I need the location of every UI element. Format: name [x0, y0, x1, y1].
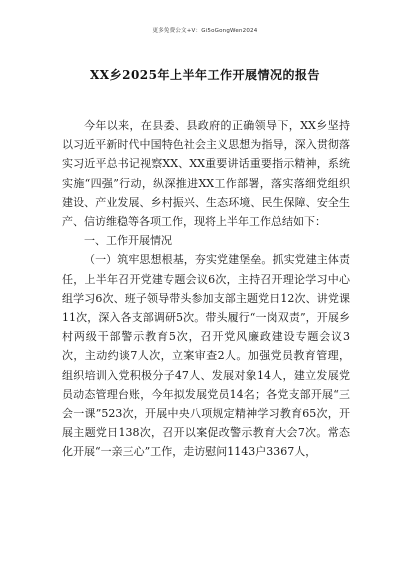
subsection-paragraph: （一）筑牢思想根基，夯实党建堡垒。抓实党建主体责任，上半年召开党建专题会议6次，主持召开理论学习中心组学习6次、班子领导带头参加支部主题党日12次、讲党课11次，深入各支部调研5次。带头履行“一岗双责”，开展乡村两级干部警示教育5次，召开党风廉政建设专题会议3次，主动约谈7人次，立案审查2人。加强党员教育管理，组织培训入党积极分子47人、发展对象14人，建立发展党员动态管理台账，今年拟发展党员14名；各党支部开展“三会一课”523次，开展中央八项规定精神学习教育65次，开展主题党日138次，召开以案促改警示教育大会7次。常态化开展“一亲三心”工作，走访慰问1143户3367人，	[62, 253, 350, 459]
header-note: 更多免费公文+V：Gi5oGongWen2024	[152, 28, 258, 34]
intro-paragraph: 今年以来，在县委、县政府的正确领导下，XX乡坚持以习近平新时代中国特色社会主义思想为指导，深入贯彻落实习近平总书记视察XX、XX重要讲话重要指示精神，系统实施“四强”行动，纵深推进XX工作部署，落实落细党组织建设、产业发展、乡村振兴、生态环境、民生保障、安全生产、信访维稳等各项工作，现将上半年工作总结如下：	[62, 119, 350, 229]
section-heading: 一、工作开展情况	[84, 234, 172, 248]
document-title: XX乡2025年上半年工作开展情况的报告	[89, 68, 321, 82]
document-body	[62, 116, 350, 462]
